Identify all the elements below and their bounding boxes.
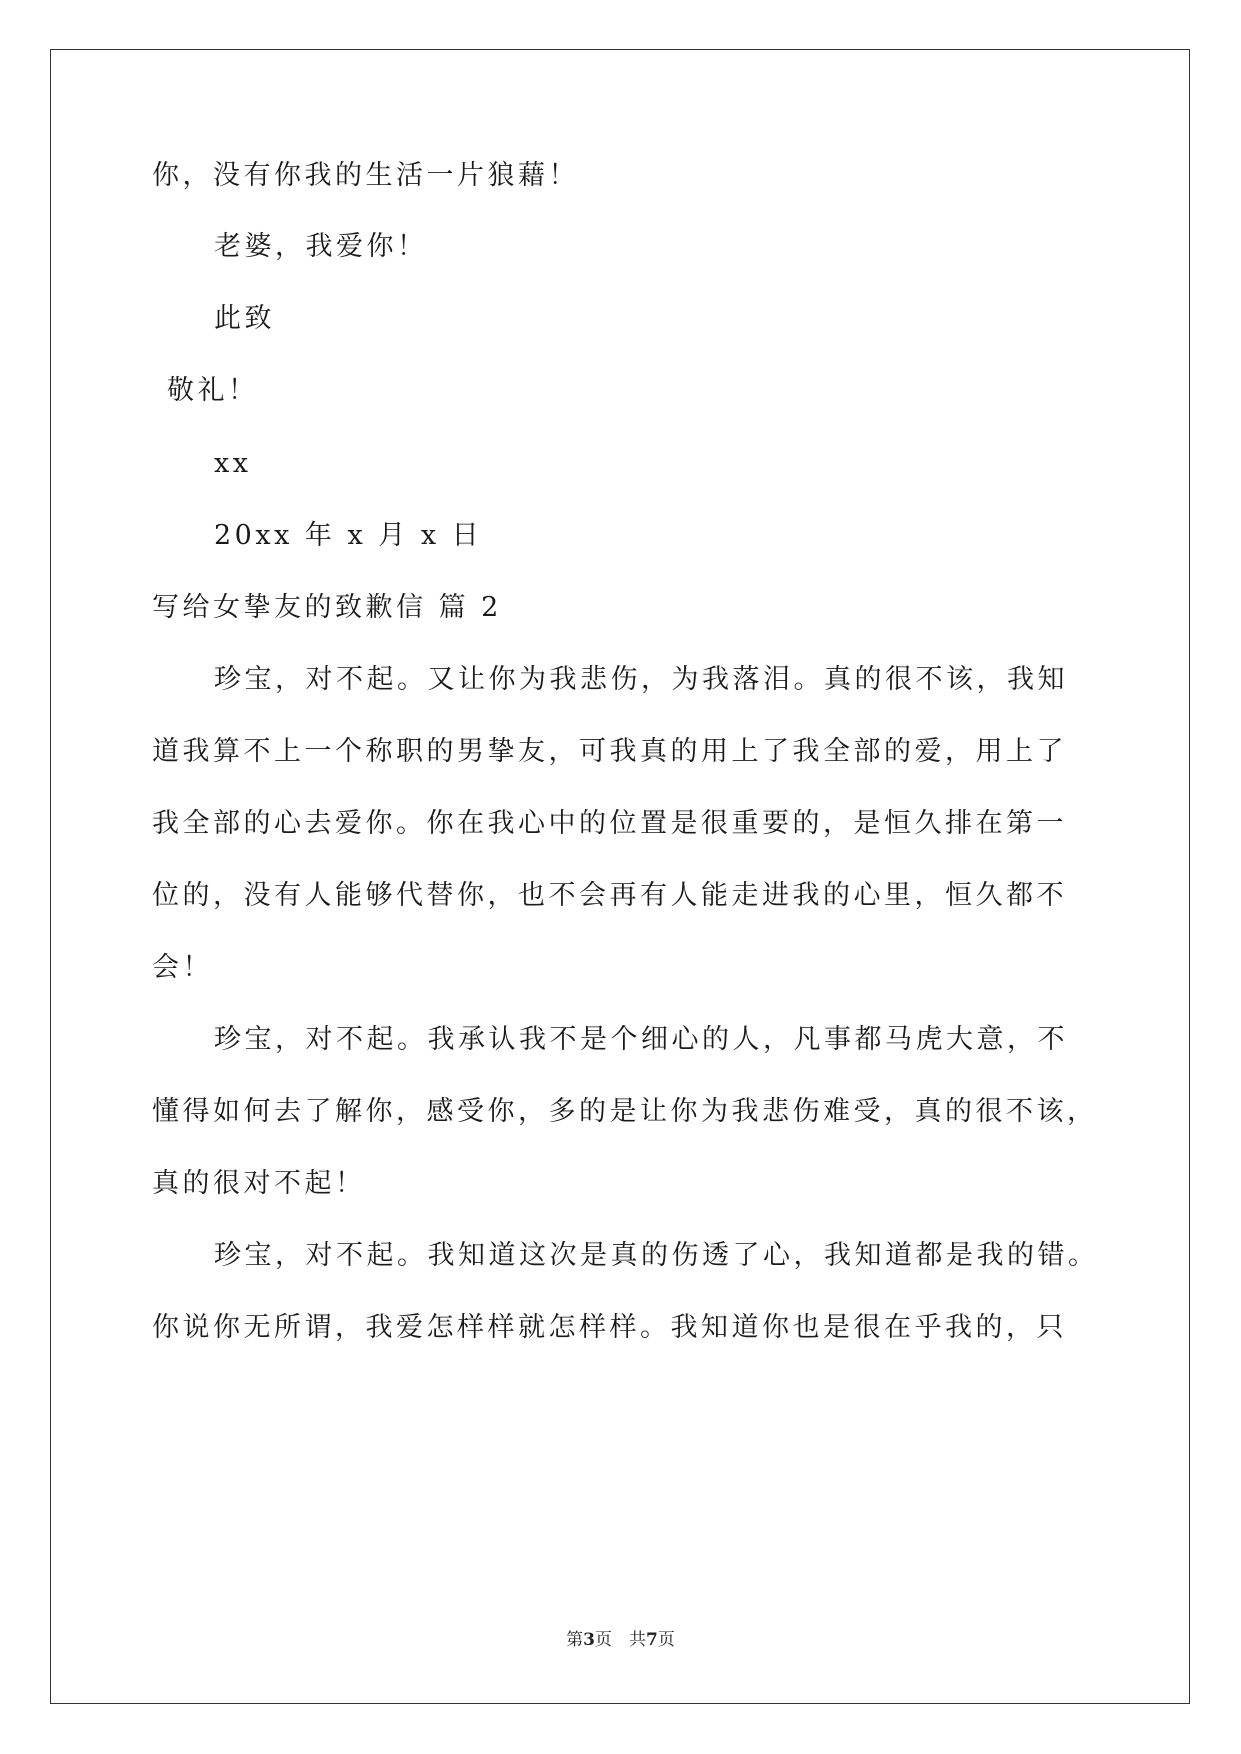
section-heading: 写给女挚友的致歉信 篇 2 bbox=[152, 592, 502, 623]
footer-page-prefix: 第 bbox=[566, 1630, 584, 1650]
paragraph-line: 珍宝，对不起。我承认我不是个细心的人，凡事都马虎大意，不 bbox=[214, 1024, 1068, 1055]
letter-signature: xx bbox=[214, 448, 252, 479]
paragraph-line: 真的很对不起！ bbox=[152, 1168, 366, 1199]
paragraph-line: 会！ bbox=[152, 952, 213, 983]
letter-date: 20xx 年 x 月 x 日 bbox=[214, 520, 483, 551]
paragraph-line: 珍宝，对不起。又让你为我悲伤，为我落泪。真的很不该，我知 bbox=[214, 664, 1068, 695]
letter-text-line: 你，没有你我的生活一片狼藉！ bbox=[152, 160, 579, 191]
paragraph-line: 道我算不上一个称职的男挚友，可我真的用上了我全部的爱，用上了 bbox=[152, 736, 1067, 767]
letter-salutation: 敬礼！ bbox=[167, 375, 259, 406]
paragraph-line: 我全部的心去爱你。你在我心中的位置是很重要的，是恒久排在第一 bbox=[152, 808, 1067, 839]
paragraph-line: 位的，没有人能够代替你，也不会再有人能走进我的心里，恒久都不 bbox=[152, 880, 1067, 911]
footer-page-suffix: 页 bbox=[657, 1630, 675, 1650]
paragraph-line: 你说你无所谓，我爱怎样样就怎样样。我知道你也是很在乎我的，只 bbox=[152, 1312, 1067, 1343]
letter-text-line: 老婆，我爱你！ bbox=[214, 231, 428, 262]
footer-page-total: 7 bbox=[646, 1630, 658, 1650]
footer-page-number: 3 bbox=[583, 1630, 595, 1650]
footer-page-mid: 页 共 bbox=[595, 1630, 646, 1650]
paragraph-line: 珍宝，对不起。我知道这次是真的伤透了心，我知道都是我的错。 bbox=[214, 1240, 1099, 1271]
letter-closing: 此致 bbox=[214, 303, 275, 334]
paragraph-line: 懂得如何去了解你，感受你，多的是让你为我悲伤难受，真的很不该， bbox=[152, 1096, 1098, 1127]
page-footer bbox=[0, 1628, 1241, 1652]
